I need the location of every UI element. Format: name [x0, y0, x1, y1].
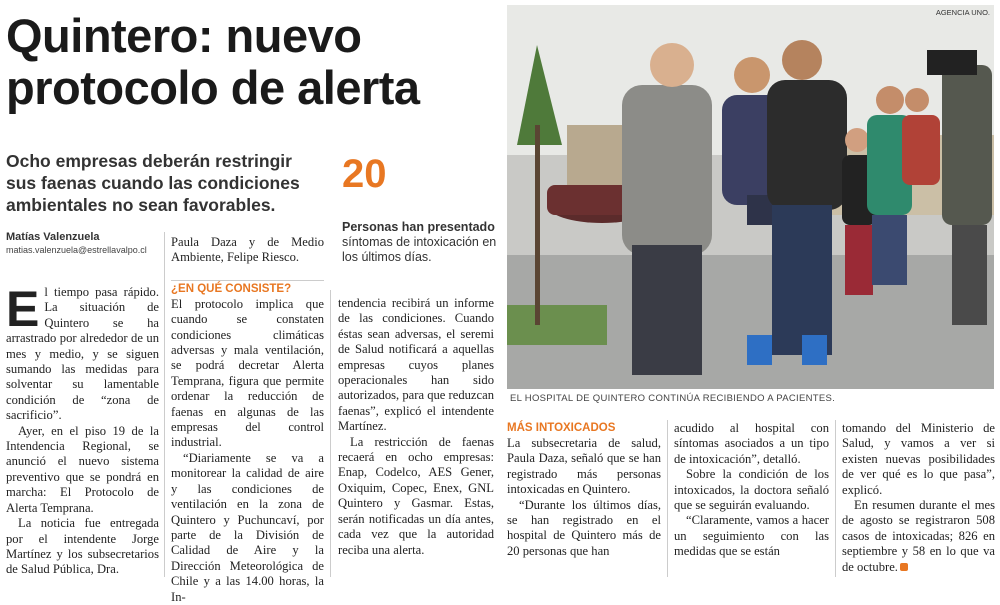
- col6-paragraph-2: [842, 498, 995, 575]
- column-divider: [667, 420, 668, 577]
- column-divider: [171, 280, 324, 281]
- column-3: [338, 296, 494, 558]
- author-name: Matías Valenzuela: [6, 231, 100, 243]
- col4-paragraph-1: La subsecretaria de salud, Paula Daza, señaló que se han registrado más personas intoxicadas en Quintero.: [507, 436, 661, 497]
- photo-credit: AGENCIA UNO.: [935, 8, 990, 17]
- col5-paragraph-1: acudido al hospital con síntomas asociados a un tipo de intoxicación”, detalló.: [674, 421, 829, 466]
- photo-caption: EL HOSPITAL DE QUINTERO CONTINÚA RECIBIENDO A PACIENTES.: [510, 393, 836, 404]
- col4-paragraph-2: “Durante los últimos días, se han registrado en el hospital de Quintero más de 20 personas que han: [507, 497, 661, 558]
- callout-bold-text: Personas han presentado: [342, 220, 495, 234]
- deck-subtitle: Ocho empresas deberán restringir sus faenas cuando las condiciones ambientales no sean favorables.: [6, 151, 300, 215]
- author-email: matias.valenzuela@estrellavalpo.cl: [6, 245, 147, 255]
- column-divider: [164, 232, 165, 577]
- column-1: [6, 281, 159, 578]
- column-divider: [835, 420, 836, 577]
- col3-paragraph-2: La restricción de faenas recaerá en ocho empresas: Enap, Codelco, AES Gener, Oxiquim, Copec, Enex, GNL Quintero y Gasmar. Estas, serán notificadas un día antes, cada vez que la autoridad reciba una alerta.: [338, 434, 494, 557]
- news-photo: [507, 5, 994, 389]
- subhead-en-que-consiste: ¿EN QUÉ CONSISTE?: [171, 282, 292, 295]
- photo-image: [507, 5, 994, 389]
- col1-paragraph-1: l tiempo pasa rápido. La situación de Quintero se ha arrastrado por alrededor de un mes y medio, y se siguen sumando las medidas para solventar su lamentable condición de “zona de sacrificio”.: [6, 285, 159, 423]
- col1-paragraph-3: La noticia fue entregada por el intendente Jorge Martínez y los subsecretarios de Salud Pública, Dra.: [6, 516, 159, 577]
- column-6: [842, 421, 995, 575]
- headline: Quintero: nuevo protocolo de alerta: [6, 9, 420, 114]
- callout-rest-text: síntomas de intoxicación en los últimos días.: [342, 235, 497, 264]
- col5-paragraph-2: Sobre la condición de los intoxicados, la doctora señaló que se seguirán evaluando.: [674, 467, 829, 513]
- end-mark-icon: [900, 563, 908, 571]
- col3-paragraph-1: tendencia recibirá un informe de las condiciones. Cuando éstas sean adversas, el seremi de Salud notificará a aquellas empresas cuyos planes operacionales han sido autorizados, para que reduzcan faenas”, explicó el intendente Martínez.: [338, 296, 494, 434]
- column-2: [171, 235, 324, 605]
- byline: [6, 231, 166, 257]
- callout-text: [342, 220, 502, 265]
- col2-paragraph-2: “Diariamente se va a monitorear la calidad de aire y las condiciones de ventilación en la zona de Quintero y Puchuncaví, por parte de la División de Calidad de Aire y la Dirección Meteorológica de Chile y a las 14.00 horas, la In-: [171, 450, 324, 604]
- col2-paragraph-1: El protocolo implica que cuando se constaten condiciones climáticas adversas y mala ventilación, se podrá decretar Alerta Temprana, figura que permite ordenar la reducción de faenas en algunas de las empresas del control industrial.: [171, 296, 324, 450]
- col2-paragraph-0: Paula Daza y de Medio Ambiente, Felipe Riesco.: [171, 235, 324, 265]
- col6-paragraph-1: tomando del Ministerio de Salud, y vamos a ver si existen nuevas posibilidades de ver qué es lo que pasa”, explicó.: [842, 421, 995, 497]
- column-divider: [330, 290, 331, 577]
- callout-number: 20: [342, 152, 387, 196]
- subhead-mas-intoxicados: MÁS INTOXICADOS: [507, 422, 616, 434]
- column-5: [674, 421, 829, 560]
- column-4: [507, 421, 661, 559]
- col5-paragraph-3: “Claramente, vamos a hacer un seguimiento con las medidas que se están: [674, 513, 829, 559]
- drop-cap: E: [6, 281, 40, 337]
- col6-paragraph-2-text: En resumen durante el mes de agosto se registraron 508 casos de intoxicadas; 826 en septiembre y 58 en lo que va de octubre.: [842, 498, 995, 574]
- col1-paragraph-2: Ayer, en el piso 19 de la Intendencia Regional, se anunció el nuevo sistema preventivo que se pondrá en marcha: El Protocolo de Alerta Temprana.: [6, 423, 159, 515]
